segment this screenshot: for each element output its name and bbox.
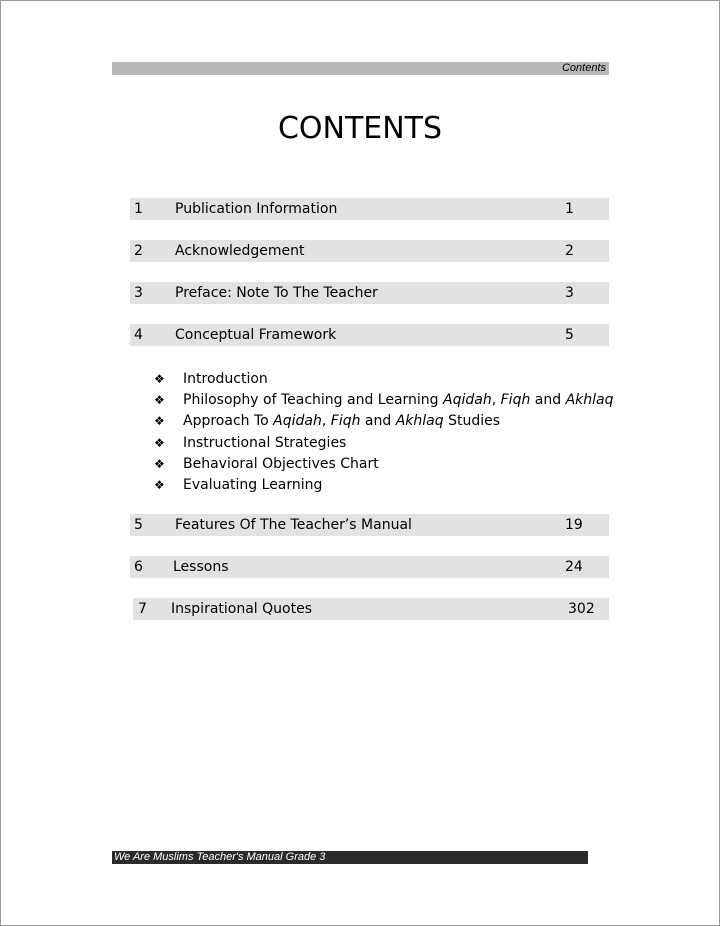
text-fragment: and bbox=[360, 413, 396, 430]
sublist-item-introduction: Introduction bbox=[183, 371, 268, 387]
toc-page-number: 24 bbox=[565, 559, 583, 575]
sublist-item-instructional: Instructional Strategies bbox=[183, 434, 347, 451]
toc-row bbox=[130, 198, 609, 220]
term-fiqh: Fiqh bbox=[500, 392, 531, 409]
diamond-bullet-icon: ❖ bbox=[154, 372, 165, 386]
toc-entry-title: Preface: Note To The Teacher bbox=[175, 285, 378, 301]
diamond-bullet-icon: ❖ bbox=[154, 393, 165, 408]
term-fiqh: Fiqh bbox=[330, 413, 361, 430]
toc-entry-title: Conceptual Framework bbox=[175, 327, 337, 343]
toc-row bbox=[130, 282, 609, 304]
toc-page-number: 1 bbox=[565, 201, 574, 217]
list-item bbox=[154, 454, 614, 475]
toc-page-number: 3 bbox=[565, 285, 574, 301]
page-title: CONTENTS bbox=[277, 111, 443, 146]
toc-number: 1 bbox=[134, 201, 143, 217]
text-fragment: , bbox=[321, 413, 331, 430]
list-item bbox=[154, 411, 614, 432]
toc-page-number: 302 bbox=[568, 601, 595, 617]
diamond-bullet-icon: ❖ bbox=[154, 435, 165, 450]
toc-page-number: 19 bbox=[565, 517, 583, 533]
toc-row bbox=[133, 598, 609, 620]
list-item bbox=[154, 390, 614, 411]
toc-page-number: 5 bbox=[565, 327, 574, 343]
running-header-label: Contents bbox=[561, 62, 606, 74]
toc-row bbox=[130, 514, 609, 536]
diamond-bullet-icon: ❖ bbox=[154, 414, 165, 429]
toc-entry-title: Acknowledgement bbox=[175, 243, 305, 259]
running-footer-label: We Are Muslims Teacher's Manual Grade 3 bbox=[114, 851, 326, 863]
list-item bbox=[154, 475, 614, 496]
toc-row bbox=[130, 556, 609, 578]
toc-number: 3 bbox=[134, 285, 143, 301]
toc-entry-title: Inspirational Quotes bbox=[171, 601, 312, 617]
toc-entry-title: Publication Information bbox=[175, 201, 338, 217]
text-fragment: Philosophy of Teaching and Learning bbox=[183, 392, 444, 409]
sublist-item-evaluating: Evaluating Learning bbox=[183, 476, 323, 493]
toc-number: 7 bbox=[138, 601, 147, 617]
toc-number: 4 bbox=[134, 327, 143, 343]
running-header bbox=[112, 62, 609, 75]
sublist-item-behavioral: Behavioral Objectives Chart bbox=[183, 455, 379, 472]
toc-number: 5 bbox=[134, 517, 143, 533]
text-fragment: , bbox=[491, 392, 501, 409]
term-aqidah: Aqidah bbox=[273, 413, 322, 430]
running-footer bbox=[112, 851, 588, 864]
toc-number: 2 bbox=[134, 243, 143, 259]
text-fragment: and bbox=[530, 392, 566, 409]
diamond-bullet-icon: ❖ bbox=[154, 477, 165, 492]
sublist-item-philosophy bbox=[183, 392, 614, 408]
toc-entry-title: Lessons bbox=[173, 559, 229, 575]
toc-row bbox=[130, 324, 609, 346]
toc-page-number: 2 bbox=[565, 243, 574, 259]
term-aqidah: Aqidah bbox=[443, 392, 492, 409]
term-akhlaq: Akhlaq bbox=[565, 392, 614, 409]
term-akhlaq: Akhlaq bbox=[395, 413, 444, 430]
list-item bbox=[154, 369, 614, 390]
toc-entry-title: Features Of The Teacher’s Manual bbox=[175, 517, 412, 533]
conceptual-framework-sublist bbox=[154, 369, 614, 496]
sublist-item-approach bbox=[183, 413, 500, 429]
diamond-bullet-icon: ❖ bbox=[154, 456, 165, 471]
toc-row bbox=[130, 240, 609, 262]
text-fragment: Approach To bbox=[183, 413, 274, 430]
toc-number: 6 bbox=[134, 559, 143, 575]
list-item bbox=[154, 433, 614, 454]
text-fragment: Studies bbox=[443, 413, 501, 430]
